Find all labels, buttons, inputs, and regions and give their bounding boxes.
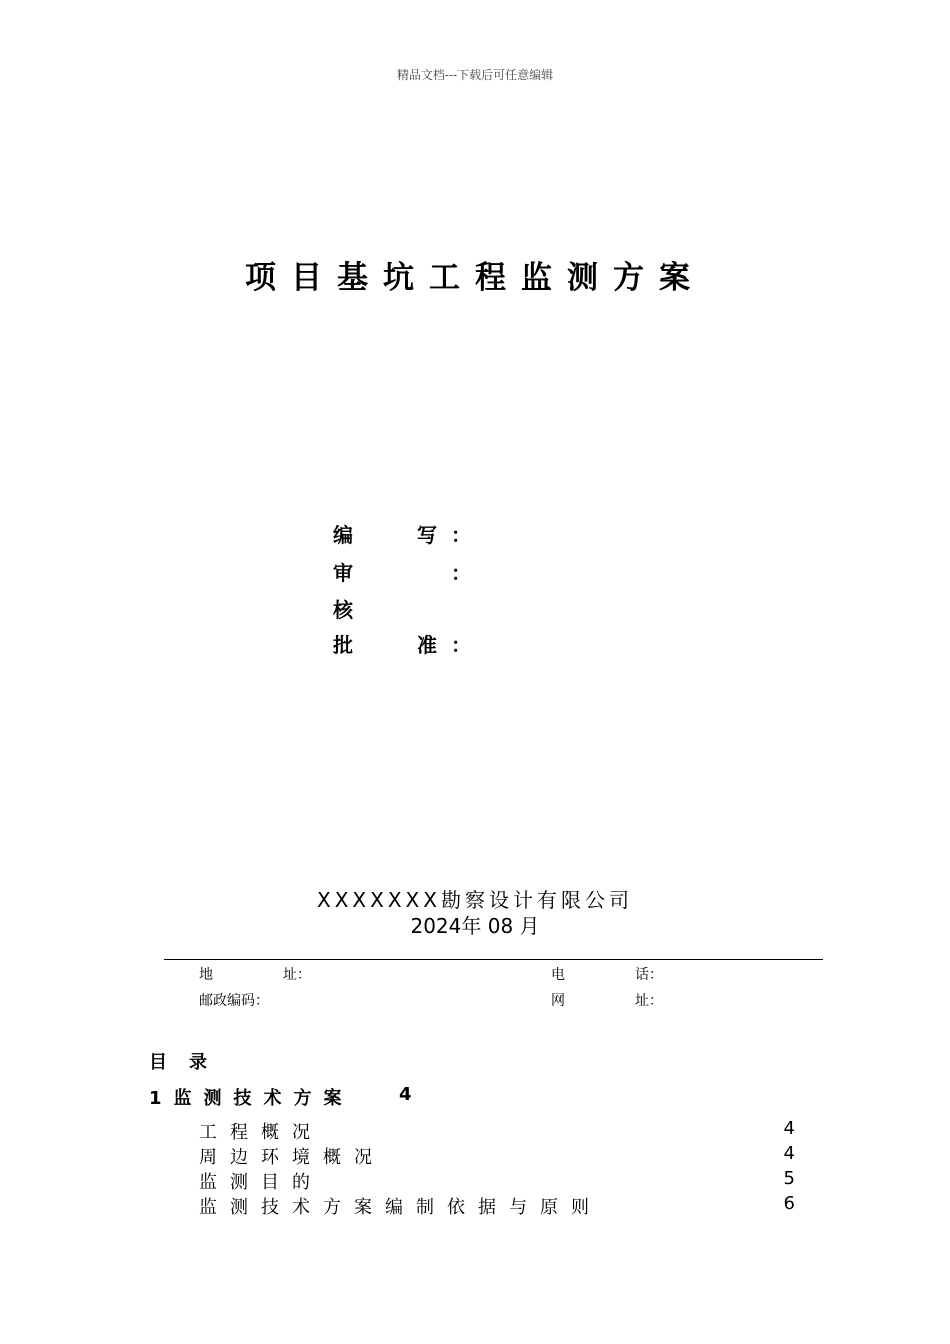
- review-colon: ：: [451, 561, 471, 585]
- phone-label-a: 电: [551, 967, 565, 983]
- toc-item[interactable]: [199, 1118, 795, 1142]
- writer-label-b: 写: [417, 523, 437, 547]
- approve-label-b: 准: [417, 633, 437, 657]
- toc-item-title: 监测目的: [199, 1172, 323, 1193]
- toc-main-title: 1监测技术方案: [149, 1088, 354, 1109]
- writer-label-a: 编: [333, 523, 353, 547]
- writer-colon: ：: [451, 523, 471, 547]
- approve-label-a: 批: [333, 633, 353, 657]
- postcode-label: 邮政编码：: [199, 993, 269, 1009]
- toc-item-title: 工程概况: [199, 1122, 323, 1143]
- address-label-a: 地: [199, 967, 213, 983]
- company-name: XXXXXXX勘察设计有限公司: [317, 888, 633, 912]
- toc-item-page: 5: [783, 1168, 795, 1189]
- toc-main-page: 4: [399, 1084, 412, 1105]
- toc-item-title: 周边环境概况: [199, 1147, 385, 1168]
- toc-item-page: 4: [783, 1118, 795, 1139]
- document-title: 项目基坑工程监测方案: [245, 260, 705, 296]
- review2-label-a: 核: [333, 598, 353, 622]
- toc-heading: 目录: [149, 1052, 229, 1073]
- toc-item-title: 监测技术方案编制依据与原则: [199, 1197, 602, 1218]
- toc-main-entry[interactable]: [149, 1084, 412, 1110]
- web-label-a: 网: [551, 993, 565, 1009]
- web-label-b: 址：: [635, 993, 663, 1009]
- toc-item-page: 4: [783, 1143, 795, 1164]
- divider-line: [164, 959, 823, 960]
- toc-item[interactable]: [199, 1168, 795, 1192]
- document-date: 2024年 08 月: [410, 914, 540, 938]
- address-label-b: 址：: [283, 967, 311, 983]
- header-watermark: 精品文档---下载后可任意编辑: [396, 68, 554, 82]
- review-label-a: 审: [333, 561, 353, 585]
- phone-label-b: 话：: [635, 967, 663, 983]
- toc-item[interactable]: [199, 1143, 795, 1167]
- toc-item-page: 6: [783, 1193, 795, 1214]
- approve-colon: ：: [451, 633, 471, 657]
- toc-item[interactable]: [199, 1193, 795, 1217]
